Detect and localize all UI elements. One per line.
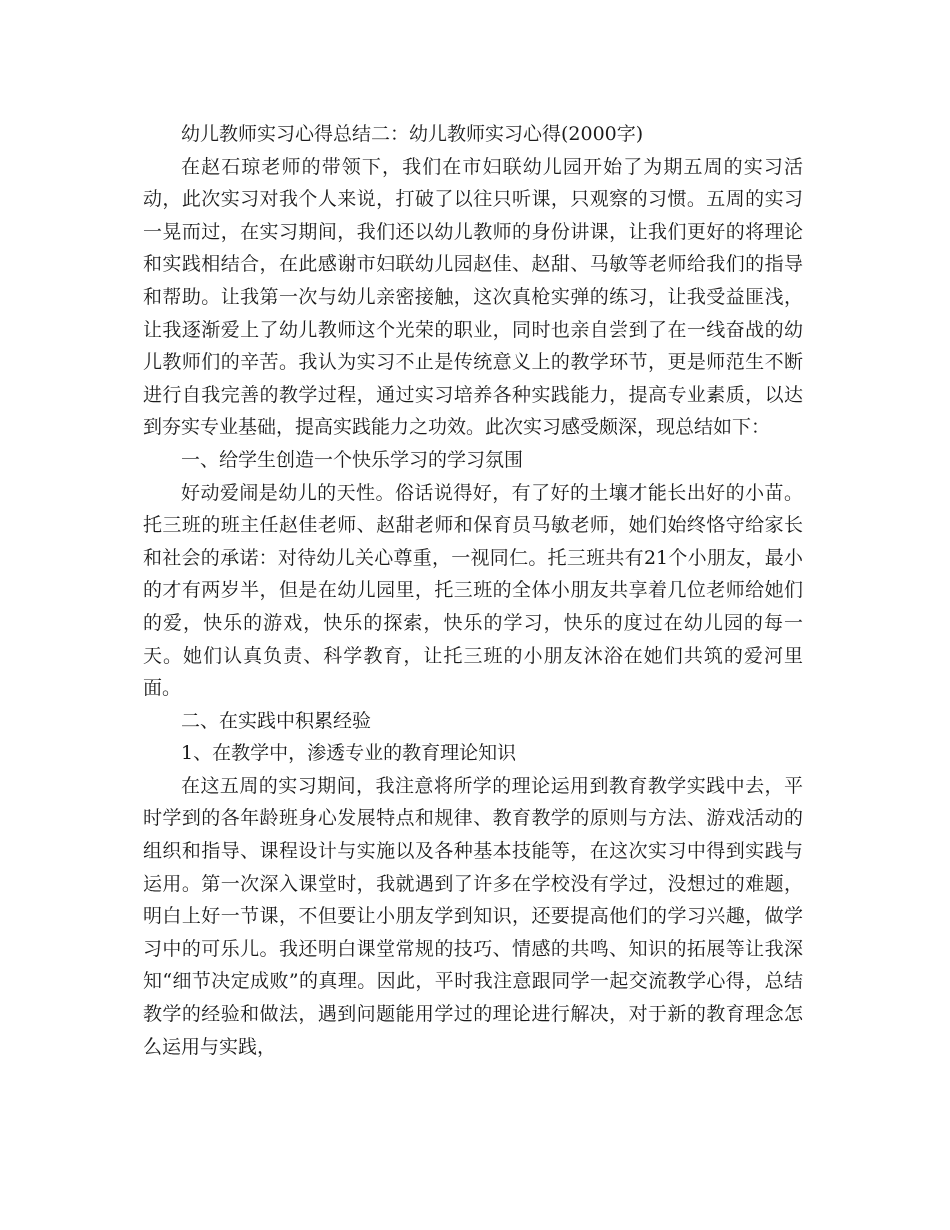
document-body [143,118,803,1063]
paragraph-intro: 在赵石琼老师的带领下，我们在市妇联幼儿园开始了为期五周的实习活动，此次实习对我个人来说，打破了以往只听课，只观察的习惯。五周的实习一晃而过，在实习期间，我们还以幼儿教师的身份讲课，让我们更好的将理论和实践相结合，在此感谢市妇联幼儿园赵佳、赵甜、马敏等老师给我们的指导和帮助。让我第一次与幼儿亲密接触，这次真枪实弹的练习，让我受益匪浅，让我逐渐爱上了幼儿教师这个光荣的职业，同时也亲自尝到了在一线奋战的幼儿教师们的辛苦。我认为实习不止是传统意义上的教学环节，更是师范生不断进行自我完善的教学过程，通过实习培养各种实践能力，提高专业素质，以达到夯实专业基础，提高实践能力之功效。此次实习感受颇深，现总结如下： [143,155,803,439]
section-heading-1: 一、给学生创造一个快乐学习的学习氛围 [181,448,524,471]
subsection-heading-1: 1、在教学中，渗透专业的教育理论知识 [181,742,517,765]
section-heading-2: 二、在实践中积累经验 [181,709,372,732]
document-title: 幼儿教师实习心得总结二：幼儿教师实习心得(2000字) [181,123,644,145]
paragraph-section-1: 好动爱闹是幼儿的天性。俗话说得好，有了好的土壤才能长出好的小苗。托三班的班主任赵佳老师、赵甜老师和保育员马敏老师，她们始终恪守给家长和社会的承诺：对待幼儿关心尊重，一视同仁。托三班共有21个小朋友，最小的才有两岁半，但是在幼儿园里，托三班的全体小朋友共享着几位老师给她们的爱，快乐的游戏，快乐的探索，快乐的学习，快乐的度过在幼儿园的每一天。她们认真负责、科学教育，让托三班的小朋友沐浴在她们共筑的爱河里面。 [143,481,803,700]
paragraph-subsection-1: 在这五周的实习期间，我注意将所学的理论运用到教育教学实践中去，平时学到的各年龄班身心发展特点和规律、教育教学的原则与方法、游戏活动的组织和指导、课程设计与实施以及各种基本技能等，在这次实习中得到实践与运用。第一次深入课堂时，我就遇到了许多在学校没有学过，没想过的难题，明白上好一节课，不但要让小朋友学到知识，还要提高他们的学习兴趣，做学习中的可乐儿。我还明白课堂常规的技巧、情感的共鸣、知识的拓展等让我深知“细节决定成败”的真理。因此，平时我注意跟同学一起交流教学心得，总结教学的经验和做法，遇到问题能用学过的理论进行解决，对于新的教育理念怎么运用与实践， [143,774,803,1058]
